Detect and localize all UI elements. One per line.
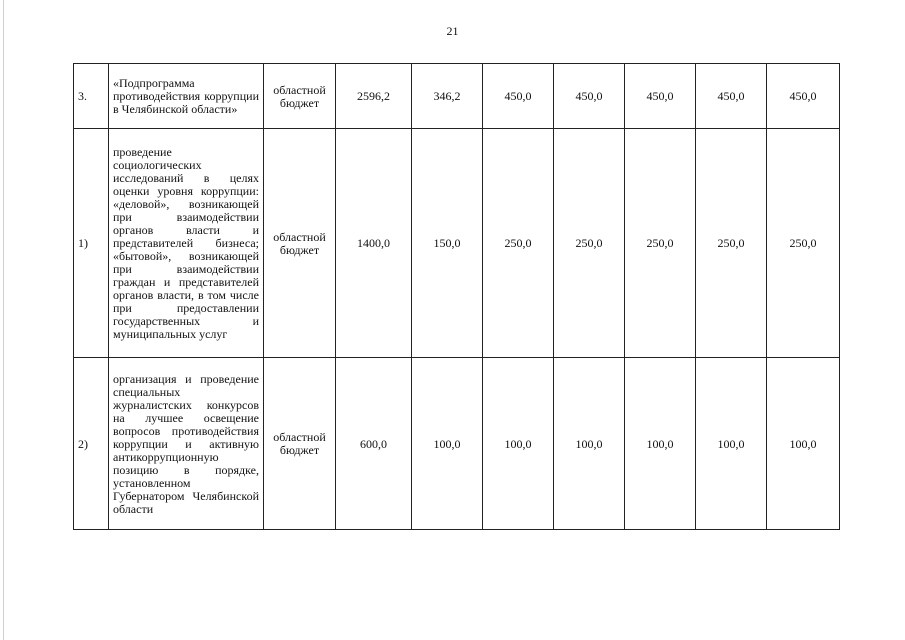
row-name-text: проведение социологических исследований в целях оценки уровня коррупции: «деловой», возникающей при взаимодействии органов власти и представителей бизнеса; «бытовой», возникающей при взаимодействии граждан и представителей органов власти, в том числе при предоставлении государственных и муниципальных услуг [113,145,259,341]
row-name-text: организация и проведение специальных журналистских конкурсов на лучшее освещение вопросов противодействия коррупции и активную антикоррупционную позицию в порядке, установленном Губернатором Челябинской области [113,371,259,516]
value-year-4: 250,0 [625,129,696,358]
value-total: 1400,0 [336,129,412,358]
page-number: 21 [446,24,459,38]
funding-source: областной бюджет [264,129,336,358]
table-row [74,129,840,358]
value-year-3: 100,0 [554,358,625,530]
value-year-3: 450,0 [554,64,625,129]
value-year-2: 450,0 [483,64,554,129]
value-total: 600,0 [336,358,412,530]
value-year-6: 100,0 [767,358,840,530]
scan-margin-line [3,0,4,640]
value-year-1: 100,0 [412,358,483,530]
row-name [109,129,264,358]
value-year-4: 100,0 [625,358,696,530]
row-number: 3. [74,64,109,129]
funding-source: областной бюджет [264,358,336,530]
value-year-6: 450,0 [767,64,840,129]
row-number: 1) [74,129,109,358]
row-name [109,64,264,129]
funding-source: областной бюджет [264,64,336,129]
budget-table [73,63,840,530]
value-year-5: 250,0 [696,129,767,358]
value-year-5: 450,0 [696,64,767,129]
row-number: 2) [74,358,109,530]
value-year-2: 250,0 [483,129,554,358]
value-year-1: 346,2 [412,64,483,129]
value-year-2: 100,0 [483,358,554,530]
row-name [109,358,264,530]
value-year-4: 450,0 [625,64,696,129]
value-year-3: 250,0 [554,129,625,358]
row-name-text: «Подпрограмма противодействия коррупции в Челябинской области» [113,76,259,116]
value-year-6: 250,0 [767,129,840,358]
table-row [74,358,840,530]
value-year-5: 100,0 [696,358,767,530]
table-row [74,64,840,129]
value-year-1: 150,0 [412,129,483,358]
value-total: 2596,2 [336,64,412,129]
